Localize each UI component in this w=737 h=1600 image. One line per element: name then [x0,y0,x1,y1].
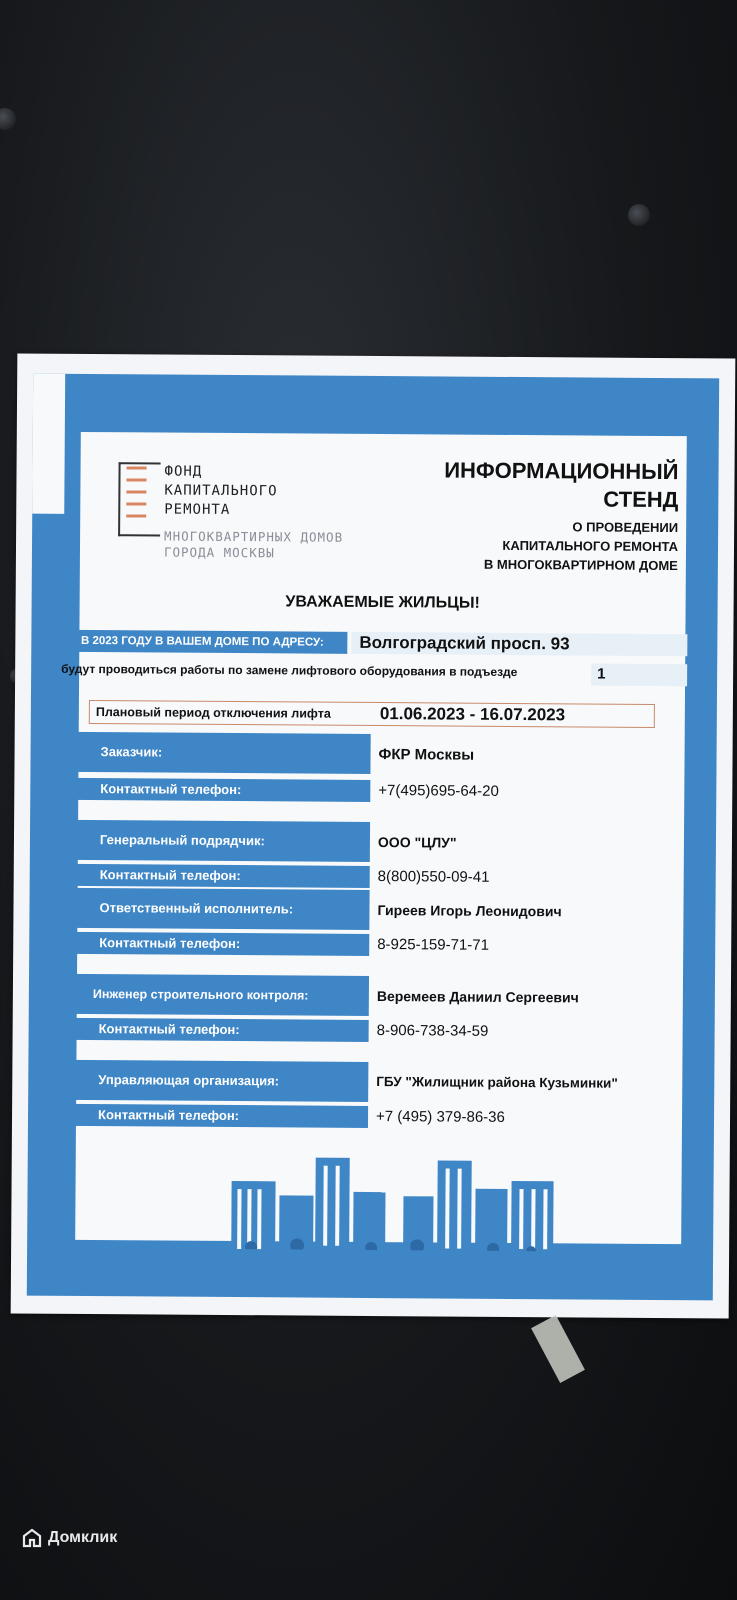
management-phone-label: Контактный телефон: [68,1104,368,1128]
entrance-number: 1 [591,664,687,687]
logo-line: ФОНД [164,463,203,480]
logo-subtitle [164,529,343,562]
title-line: СТЕНД [603,486,679,513]
tape-strip [531,1315,585,1383]
customer-phone: +7(495)695-64-20 [378,782,499,800]
watermark [22,1528,117,1548]
logo-line: РЕМОНТА [164,501,231,518]
engineer-phone-label: Контактный телефон: [69,1018,369,1042]
executor-phone: 8-925-159-71-71 [377,936,490,954]
poster-subtitle [484,517,678,575]
info-poster [11,354,736,1319]
subtitle-line: КАПИТАЛЬНОГО РЕМОНТА [502,537,679,555]
subtitle-line: О ПРОВЕДЕНИИ [572,519,679,536]
outage-period-box [89,700,655,728]
logo-pattern [126,466,146,526]
wall-bolt [628,204,650,226]
contractor-label: Генеральный подрядчик: [70,820,370,862]
executor-label: Ответственный исполнитель: [69,888,369,930]
logo-sub-line: ГОРОДА МОСКВЫ [163,544,275,561]
address-value: Волгоградский просп. 93 [351,632,687,656]
contractor-phone-label: Контактный телефон: [70,864,370,888]
greeting: УВАЖАЕМЫЕ ЖИЛЬЦЫ! [285,593,480,612]
customer-label: Заказчик: [70,732,370,774]
logo-sub-line: МНОГОКВАРТИРНЫХ ДОМОВ [164,528,344,545]
executor-phone-label: Контактный телефон: [69,932,369,956]
executor-value: Гиреев Игорь Леонидович [377,902,562,920]
poster-frame [27,374,719,1301]
logo-text [164,463,278,521]
title-line: ИНФОРМАЦИОННЫЙ [444,457,679,485]
city-skyline-illustration [231,1151,562,1263]
poster-title [444,456,679,514]
works-text: будут проводиться работы по замене лифтового оборудования в подъезде [61,661,518,680]
period-value: 01.06.2023 - 16.07.2023 [379,704,566,725]
watermark-text: Домклик [48,1529,118,1546]
address-label: В 2023 ГОДУ В ВАШЕМ ДОМЕ ПО АДРЕСУ: [57,630,347,654]
engineer-value: Веремеев Даниил Сергеевич [376,988,579,1006]
management-phone: +7 (495) 379-86-36 [375,1108,505,1126]
management-value: ГБУ "Жилищник района Кузьминки" [376,1074,618,1091]
bottom-stripe [75,1248,681,1268]
engineer-label: Инженер строительного контроля: [69,974,369,1016]
subtitle-line: В МНОГОКВАРТИРНОМ ДОМЕ [483,556,678,574]
poster-content [61,432,687,1244]
engineer-phone: 8-906-738-34-59 [376,1022,489,1040]
logo-line: КАПИТАЛЬНОГО [164,482,278,500]
customer-value: ФКР Москвы [378,746,475,764]
frame-corner [32,374,65,514]
contractor-value: ООО "ЦЛУ" [377,834,457,851]
domclick-logo-icon [22,1528,42,1548]
customer-phone-label: Контактный телефон: [70,778,370,802]
management-label: Управляющая организация: [68,1060,368,1102]
period-label: Плановый период отключения лифта [95,705,331,721]
contractor-phone: 8(800)550-09-41 [377,868,490,886]
wall-bolt [0,108,16,130]
